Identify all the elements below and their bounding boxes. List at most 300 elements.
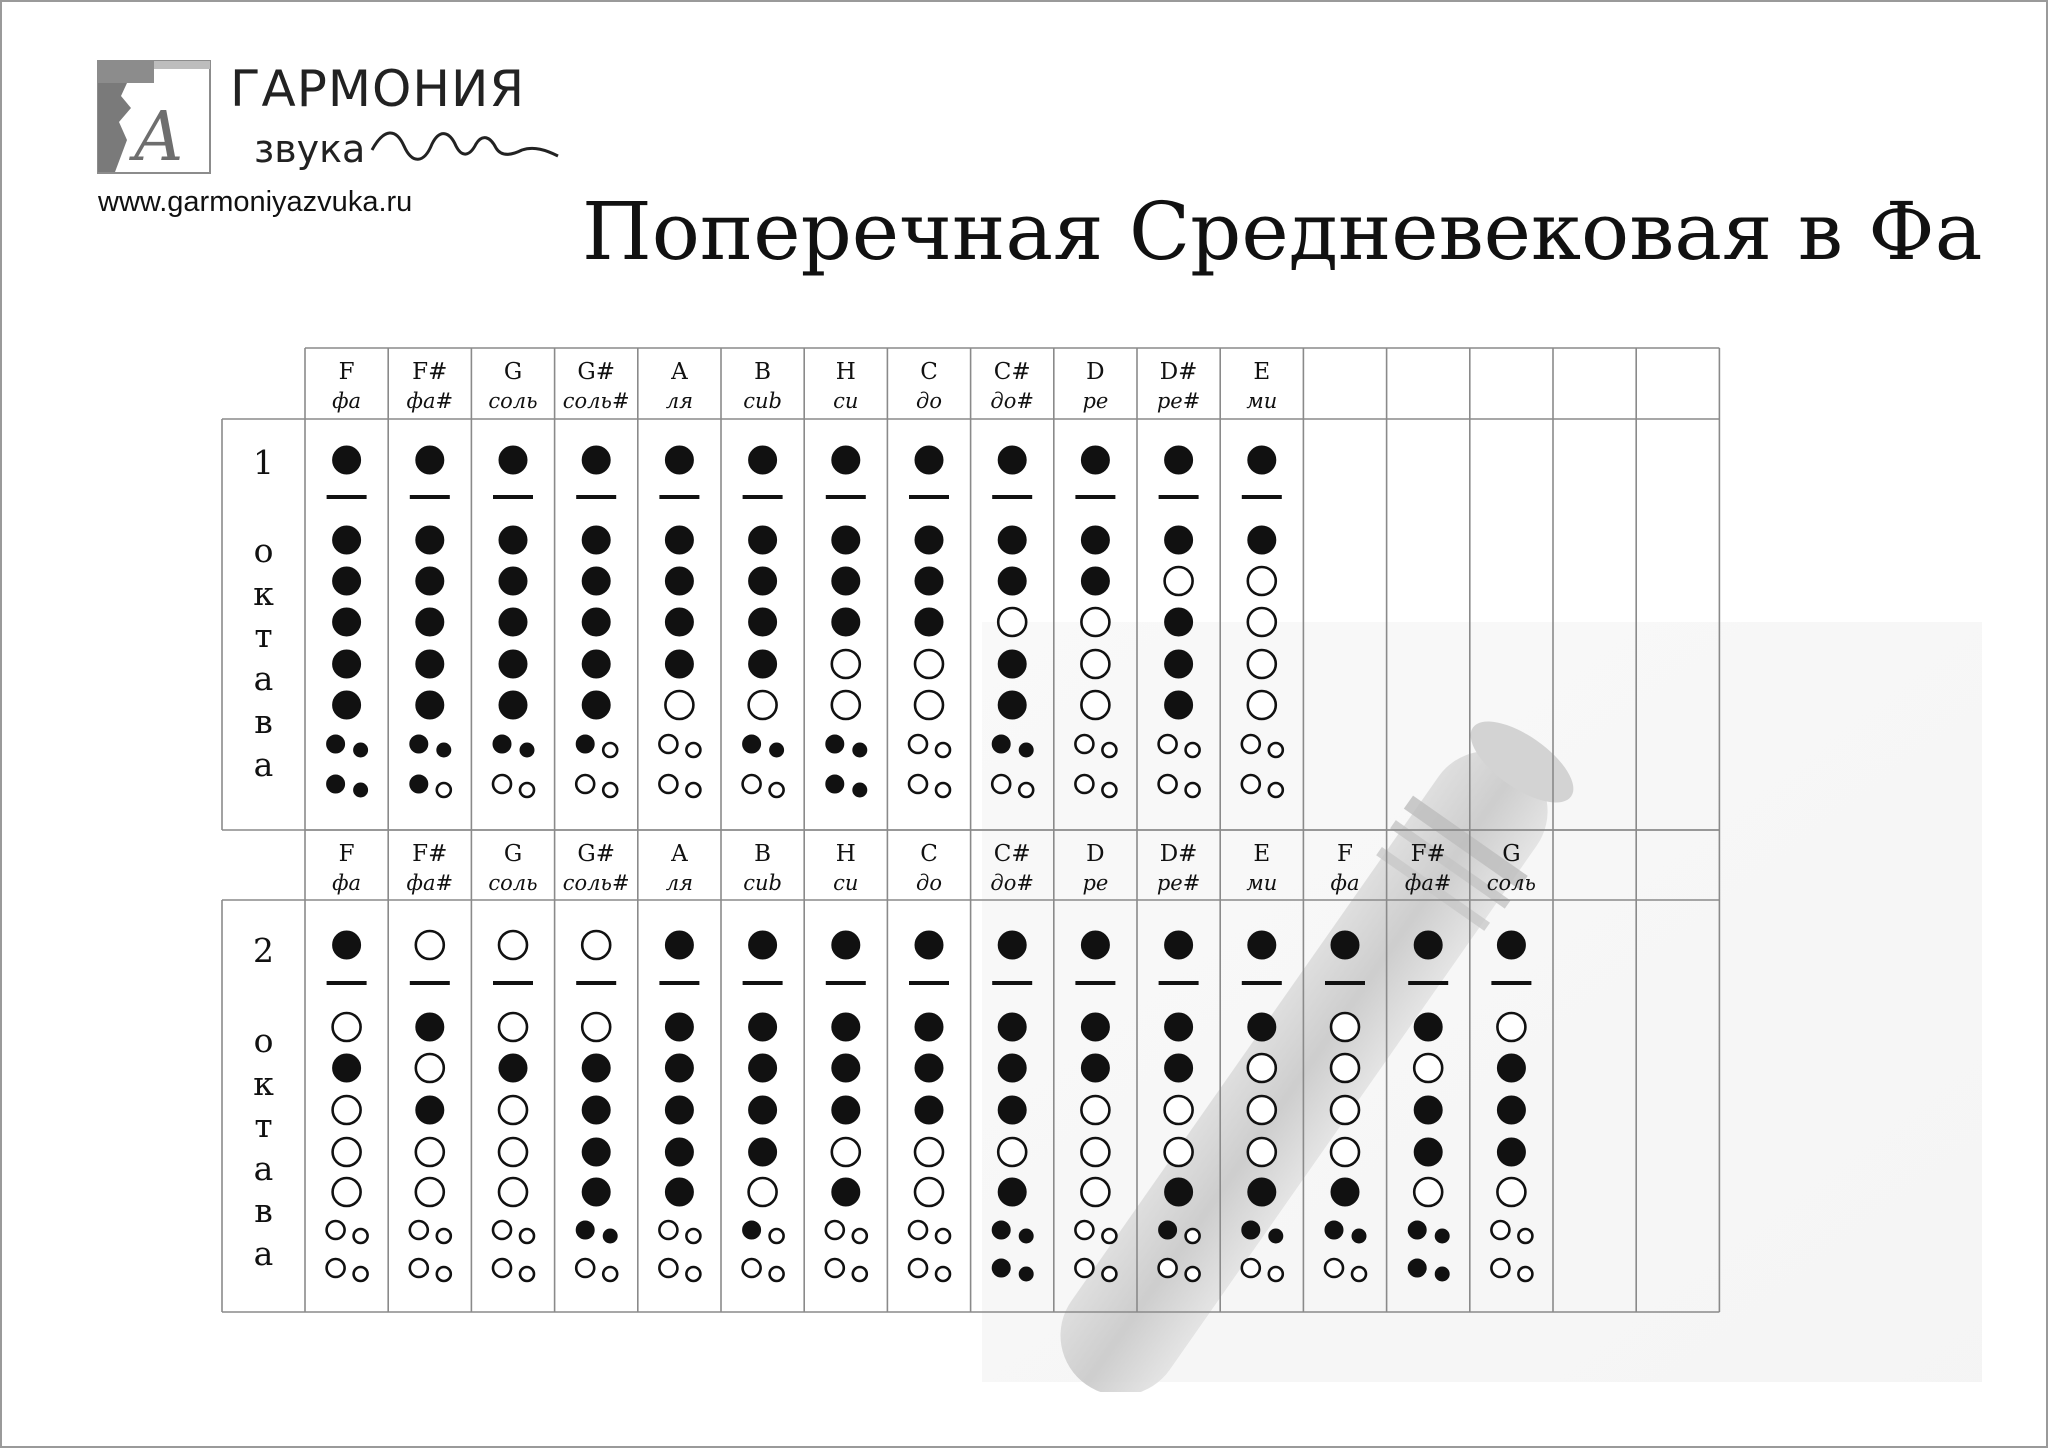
octave-letter: в — [254, 1191, 273, 1230]
finger-hole — [832, 526, 860, 554]
octave-letter: а — [253, 659, 274, 698]
small-hole — [1352, 1267, 1366, 1281]
finger-hole — [499, 1138, 527, 1166]
finger-hole — [1081, 1096, 1109, 1124]
thumb-hole — [665, 446, 693, 474]
note-solfege: фа — [332, 871, 362, 895]
finger-hole — [998, 567, 1026, 595]
small-hole — [603, 1229, 617, 1243]
finger-hole — [499, 1013, 527, 1041]
small-hole — [743, 735, 761, 753]
finger-hole — [1331, 1013, 1359, 1041]
note-solfege: фа — [332, 389, 362, 413]
small-hole — [410, 775, 428, 793]
small-hole — [576, 1221, 594, 1239]
small-hole — [1019, 743, 1033, 757]
note-solfege: ре — [1082, 871, 1109, 895]
small-hole — [1491, 1259, 1509, 1277]
finger-hole — [1497, 1013, 1525, 1041]
thumb-hole — [333, 446, 361, 474]
note-solfege: соль# — [562, 871, 630, 895]
small-hole — [1186, 743, 1200, 757]
small-hole — [826, 775, 844, 793]
note-solfege: ля — [665, 389, 694, 413]
octave-letter: к — [253, 1064, 274, 1103]
small-hole — [992, 1221, 1010, 1239]
finger-hole — [749, 1096, 777, 1124]
finger-hole — [832, 650, 860, 678]
small-hole — [327, 735, 345, 753]
finger-hole — [1081, 1013, 1109, 1041]
finger-hole — [582, 526, 610, 554]
small-hole — [659, 775, 677, 793]
finger-hole — [499, 691, 527, 719]
octave-letter: о — [253, 1021, 274, 1060]
finger-hole — [1081, 1178, 1109, 1206]
thumb-hole — [416, 446, 444, 474]
finger-hole — [1165, 1054, 1193, 1082]
note-latin: F — [1337, 841, 1353, 867]
finger-hole — [998, 1054, 1026, 1082]
finger-hole — [1331, 1178, 1359, 1206]
finger-hole — [499, 1054, 527, 1082]
finger-hole — [915, 1178, 943, 1206]
thumb-hole — [582, 931, 610, 959]
thumb-hole — [499, 446, 527, 474]
finger-hole — [915, 1054, 943, 1082]
finger-hole — [1165, 608, 1193, 636]
small-hole — [686, 1267, 700, 1281]
finger-hole — [749, 691, 777, 719]
small-hole — [354, 743, 368, 757]
finger-hole — [582, 567, 610, 595]
finger-hole — [998, 650, 1026, 678]
note-solfege: ре# — [1156, 389, 1201, 413]
note-latin: G — [503, 359, 523, 385]
note-solfege: ре — [1082, 389, 1109, 413]
thumb-hole — [1248, 446, 1276, 474]
finger-hole — [1248, 1096, 1276, 1124]
small-hole — [826, 1259, 844, 1277]
finger-hole — [1414, 1013, 1442, 1041]
small-hole — [327, 1221, 345, 1239]
small-hole — [1186, 1229, 1200, 1243]
finger-hole — [1331, 1096, 1359, 1124]
small-hole — [1159, 1221, 1177, 1239]
note-latin: F — [338, 359, 355, 385]
small-hole — [1408, 1221, 1426, 1239]
note-latin: G# — [577, 841, 616, 867]
finger-hole — [832, 1096, 860, 1124]
note-latin: E — [1253, 359, 1271, 385]
finger-hole — [665, 567, 693, 595]
finger-hole — [499, 1096, 527, 1124]
finger-hole — [665, 608, 693, 636]
small-hole — [909, 1259, 927, 1277]
finger-hole — [333, 1013, 361, 1041]
finger-hole — [1165, 691, 1193, 719]
note-solfege: соль — [1486, 871, 1537, 895]
finger-hole — [665, 691, 693, 719]
finger-hole — [416, 1054, 444, 1082]
finger-hole — [1165, 1178, 1193, 1206]
finger-hole — [915, 1013, 943, 1041]
small-hole — [1269, 783, 1283, 797]
small-hole — [936, 1229, 950, 1243]
octave-number: 2 — [253, 931, 274, 970]
finger-hole — [1248, 567, 1276, 595]
finger-hole — [1414, 1138, 1442, 1166]
small-hole — [1352, 1229, 1366, 1243]
small-hole — [1159, 735, 1177, 753]
finger-hole — [749, 1013, 777, 1041]
small-hole — [743, 1259, 761, 1277]
finger-hole — [665, 526, 693, 554]
finger-hole — [665, 1178, 693, 1206]
thumb-hole — [998, 446, 1026, 474]
small-hole — [1102, 1229, 1116, 1243]
note-solfege: до# — [990, 389, 1034, 413]
thumb-hole — [832, 446, 860, 474]
finger-hole — [499, 526, 527, 554]
small-hole — [909, 775, 927, 793]
finger-hole — [499, 567, 527, 595]
small-hole — [410, 1221, 428, 1239]
finger-hole — [915, 567, 943, 595]
small-hole — [1269, 1229, 1283, 1243]
finger-hole — [749, 1178, 777, 1206]
note-latin: A — [671, 359, 688, 385]
finger-hole — [1331, 1054, 1359, 1082]
note-solfege: соль# — [562, 389, 630, 413]
finger-hole — [1081, 1138, 1109, 1166]
finger-hole — [665, 1054, 693, 1082]
small-hole — [1186, 1267, 1200, 1281]
finger-hole — [582, 1178, 610, 1206]
fingering-chart — [2, 2, 2048, 1450]
small-hole — [743, 775, 761, 793]
note-solfege: соль — [488, 389, 538, 413]
finger-hole — [1248, 1054, 1276, 1082]
small-hole — [603, 783, 617, 797]
finger-hole — [582, 650, 610, 678]
small-hole — [770, 1267, 784, 1281]
small-hole — [327, 1259, 345, 1277]
small-hole — [1019, 1267, 1033, 1281]
thumb-hole — [915, 931, 943, 959]
finger-hole — [832, 1178, 860, 1206]
finger-hole — [998, 526, 1026, 554]
small-hole — [1242, 1259, 1260, 1277]
small-hole — [493, 1259, 511, 1277]
logo-letter: А — [133, 98, 185, 174]
note-latin: G — [1502, 841, 1521, 867]
finger-hole — [665, 650, 693, 678]
thumb-hole — [1081, 446, 1109, 474]
finger-hole — [749, 608, 777, 636]
finger-hole — [1165, 1013, 1193, 1041]
finger-hole — [1081, 608, 1109, 636]
small-hole — [520, 783, 534, 797]
thumb-hole — [1165, 931, 1193, 959]
thumb-hole — [1248, 931, 1276, 959]
finger-hole — [1081, 691, 1109, 719]
finger-hole — [1248, 1178, 1276, 1206]
finger-hole — [582, 1138, 610, 1166]
octave-letter: о — [253, 531, 274, 570]
octave-letter: а — [253, 745, 274, 784]
finger-hole — [1081, 526, 1109, 554]
small-hole — [1491, 1221, 1509, 1239]
finger-hole — [915, 1096, 943, 1124]
note-solfege: ре# — [1156, 871, 1201, 895]
finger-hole — [416, 567, 444, 595]
finger-hole — [333, 691, 361, 719]
thumb-hole — [998, 931, 1026, 959]
small-hole — [770, 783, 784, 797]
small-hole — [603, 743, 617, 757]
note-latin: D# — [1159, 841, 1198, 867]
small-hole — [1269, 1267, 1283, 1281]
website-link[interactable]: www.garmoniyazvuka.ru — [98, 186, 413, 218]
finger-hole — [1331, 1138, 1359, 1166]
small-hole — [936, 783, 950, 797]
note-latin: C# — [993, 841, 1031, 867]
finger-hole — [665, 1013, 693, 1041]
thumb-hole — [832, 931, 860, 959]
small-hole — [1159, 1259, 1177, 1277]
finger-hole — [1165, 526, 1193, 554]
finger-hole — [1081, 1054, 1109, 1082]
thumb-hole — [1081, 931, 1109, 959]
small-hole — [520, 1267, 534, 1281]
small-hole — [437, 1229, 451, 1243]
finger-hole — [1497, 1138, 1525, 1166]
note-latin: C — [920, 841, 938, 867]
finger-hole — [499, 608, 527, 636]
finger-hole — [416, 1096, 444, 1124]
finger-hole — [1414, 1178, 1442, 1206]
chart-grid — [222, 348, 1719, 1312]
note-latin: G# — [577, 359, 616, 385]
finger-hole — [333, 608, 361, 636]
thumb-hole — [333, 931, 361, 959]
small-hole — [1102, 743, 1116, 757]
finger-hole — [333, 526, 361, 554]
small-hole — [1075, 1259, 1093, 1277]
finger-hole — [416, 526, 444, 554]
small-hole — [1518, 1229, 1532, 1243]
small-hole — [1186, 783, 1200, 797]
small-hole — [743, 1221, 761, 1239]
small-hole — [1242, 1221, 1260, 1239]
thumb-hole — [499, 931, 527, 959]
small-hole — [1435, 1267, 1449, 1281]
finger-hole — [998, 1178, 1026, 1206]
finger-hole — [998, 608, 1026, 636]
note-solfege: соль — [488, 871, 538, 895]
finger-hole — [582, 1096, 610, 1124]
thumb-hole — [1331, 931, 1359, 959]
finger-hole — [915, 526, 943, 554]
small-hole — [354, 783, 368, 797]
small-hole — [520, 1229, 534, 1243]
finger-hole — [832, 1138, 860, 1166]
brand-subname: звука — [254, 127, 366, 171]
finger-hole — [1248, 608, 1276, 636]
note-solfege: ми — [1246, 871, 1278, 895]
finger-hole — [998, 691, 1026, 719]
small-hole — [520, 743, 534, 757]
finger-hole — [665, 1138, 693, 1166]
note-latin: F# — [1410, 841, 1446, 867]
finger-hole — [915, 691, 943, 719]
finger-hole — [416, 650, 444, 678]
octave-letter: т — [254, 1106, 273, 1145]
finger-hole — [582, 608, 610, 636]
small-hole — [1019, 783, 1033, 797]
note-latin: G — [503, 841, 523, 867]
small-hole — [1075, 735, 1093, 753]
octave-letter: т — [254, 616, 273, 655]
note-solfege: сиb — [743, 871, 782, 895]
finger-hole — [582, 1013, 610, 1041]
finger-hole — [416, 1178, 444, 1206]
finger-hole — [915, 608, 943, 636]
small-hole — [686, 1229, 700, 1243]
small-hole — [1242, 735, 1260, 753]
finger-hole — [416, 1013, 444, 1041]
finger-hole — [749, 1138, 777, 1166]
thumb-hole — [416, 931, 444, 959]
octave-number: 1 — [253, 443, 274, 482]
finger-hole — [416, 608, 444, 636]
thumb-hole — [1497, 931, 1525, 959]
small-hole — [909, 735, 927, 753]
small-hole — [576, 1259, 594, 1277]
thumb-hole — [749, 931, 777, 959]
note-latin: F# — [412, 359, 448, 385]
small-hole — [410, 1259, 428, 1277]
octave-letter: а — [253, 1234, 274, 1273]
note-latin: D — [1086, 841, 1105, 867]
small-hole — [826, 1221, 844, 1239]
small-hole — [493, 1221, 511, 1239]
note-solfege: фа# — [1404, 871, 1452, 895]
thumb-hole — [749, 446, 777, 474]
finger-hole — [1081, 567, 1109, 595]
small-hole — [437, 1267, 451, 1281]
finger-hole — [333, 1096, 361, 1124]
small-hole — [659, 1221, 677, 1239]
thumb-hole — [1165, 446, 1193, 474]
finger-hole — [1248, 691, 1276, 719]
finger-hole — [1248, 650, 1276, 678]
small-hole — [1269, 743, 1283, 757]
finger-hole — [749, 567, 777, 595]
small-hole — [1408, 1259, 1426, 1277]
finger-hole — [1248, 1013, 1276, 1041]
finger-hole — [749, 650, 777, 678]
finger-hole — [416, 1138, 444, 1166]
note-latin: B — [754, 359, 772, 385]
small-hole — [1325, 1221, 1343, 1239]
page-title: Поперечная Средневековая в Фа — [582, 185, 1983, 278]
small-hole — [1435, 1229, 1449, 1243]
small-hole — [493, 735, 511, 753]
finger-hole — [749, 526, 777, 554]
thumb-hole — [1414, 931, 1442, 959]
finger-hole — [832, 567, 860, 595]
finger-hole — [499, 1178, 527, 1206]
small-hole — [1102, 1267, 1116, 1281]
note-latin: C — [920, 359, 938, 385]
small-hole — [410, 735, 428, 753]
small-hole — [770, 743, 784, 757]
note-latin: D# — [1159, 359, 1198, 385]
finger-hole — [499, 650, 527, 678]
small-hole — [1019, 1229, 1033, 1243]
note-solfege: си — [833, 389, 859, 413]
finger-hole — [1248, 526, 1276, 554]
note-latin: F — [338, 841, 355, 867]
octave-letter: к — [253, 574, 274, 613]
small-hole — [853, 1267, 867, 1281]
small-hole — [1075, 1221, 1093, 1239]
finger-hole — [333, 650, 361, 678]
small-hole — [659, 735, 677, 753]
brand-name: ГАРМОНИЯ — [230, 60, 526, 118]
small-hole — [936, 1267, 950, 1281]
small-hole — [1159, 775, 1177, 793]
finger-hole — [1414, 1054, 1442, 1082]
finger-hole — [333, 567, 361, 595]
small-hole — [936, 743, 950, 757]
note-latin: A — [671, 841, 688, 867]
finger-hole — [1165, 650, 1193, 678]
small-hole — [992, 1259, 1010, 1277]
finger-hole — [1497, 1178, 1525, 1206]
finger-hole — [582, 1054, 610, 1082]
finger-hole — [582, 691, 610, 719]
note-solfege: фа# — [406, 389, 454, 413]
small-hole — [354, 1267, 368, 1281]
finger-hole — [832, 1054, 860, 1082]
finger-hole — [1414, 1096, 1442, 1124]
small-hole — [493, 775, 511, 793]
note-solfege: си — [833, 871, 859, 895]
thumb-hole — [665, 931, 693, 959]
small-hole — [1102, 783, 1116, 797]
small-hole — [576, 775, 594, 793]
finger-hole — [998, 1096, 1026, 1124]
small-hole — [327, 775, 345, 793]
finger-hole — [416, 691, 444, 719]
small-hole — [826, 735, 844, 753]
note-latin: H — [835, 359, 856, 385]
note-solfege: ми — [1246, 389, 1278, 413]
note-solfege: до — [916, 871, 942, 895]
finger-hole — [1497, 1054, 1525, 1082]
small-hole — [853, 783, 867, 797]
finger-hole — [832, 1013, 860, 1041]
thumb-hole — [915, 446, 943, 474]
note-latin: E — [1253, 841, 1271, 867]
small-hole — [1518, 1267, 1532, 1281]
note-solfege: фа# — [406, 871, 454, 895]
finger-hole — [1165, 1096, 1193, 1124]
small-hole — [576, 735, 594, 753]
